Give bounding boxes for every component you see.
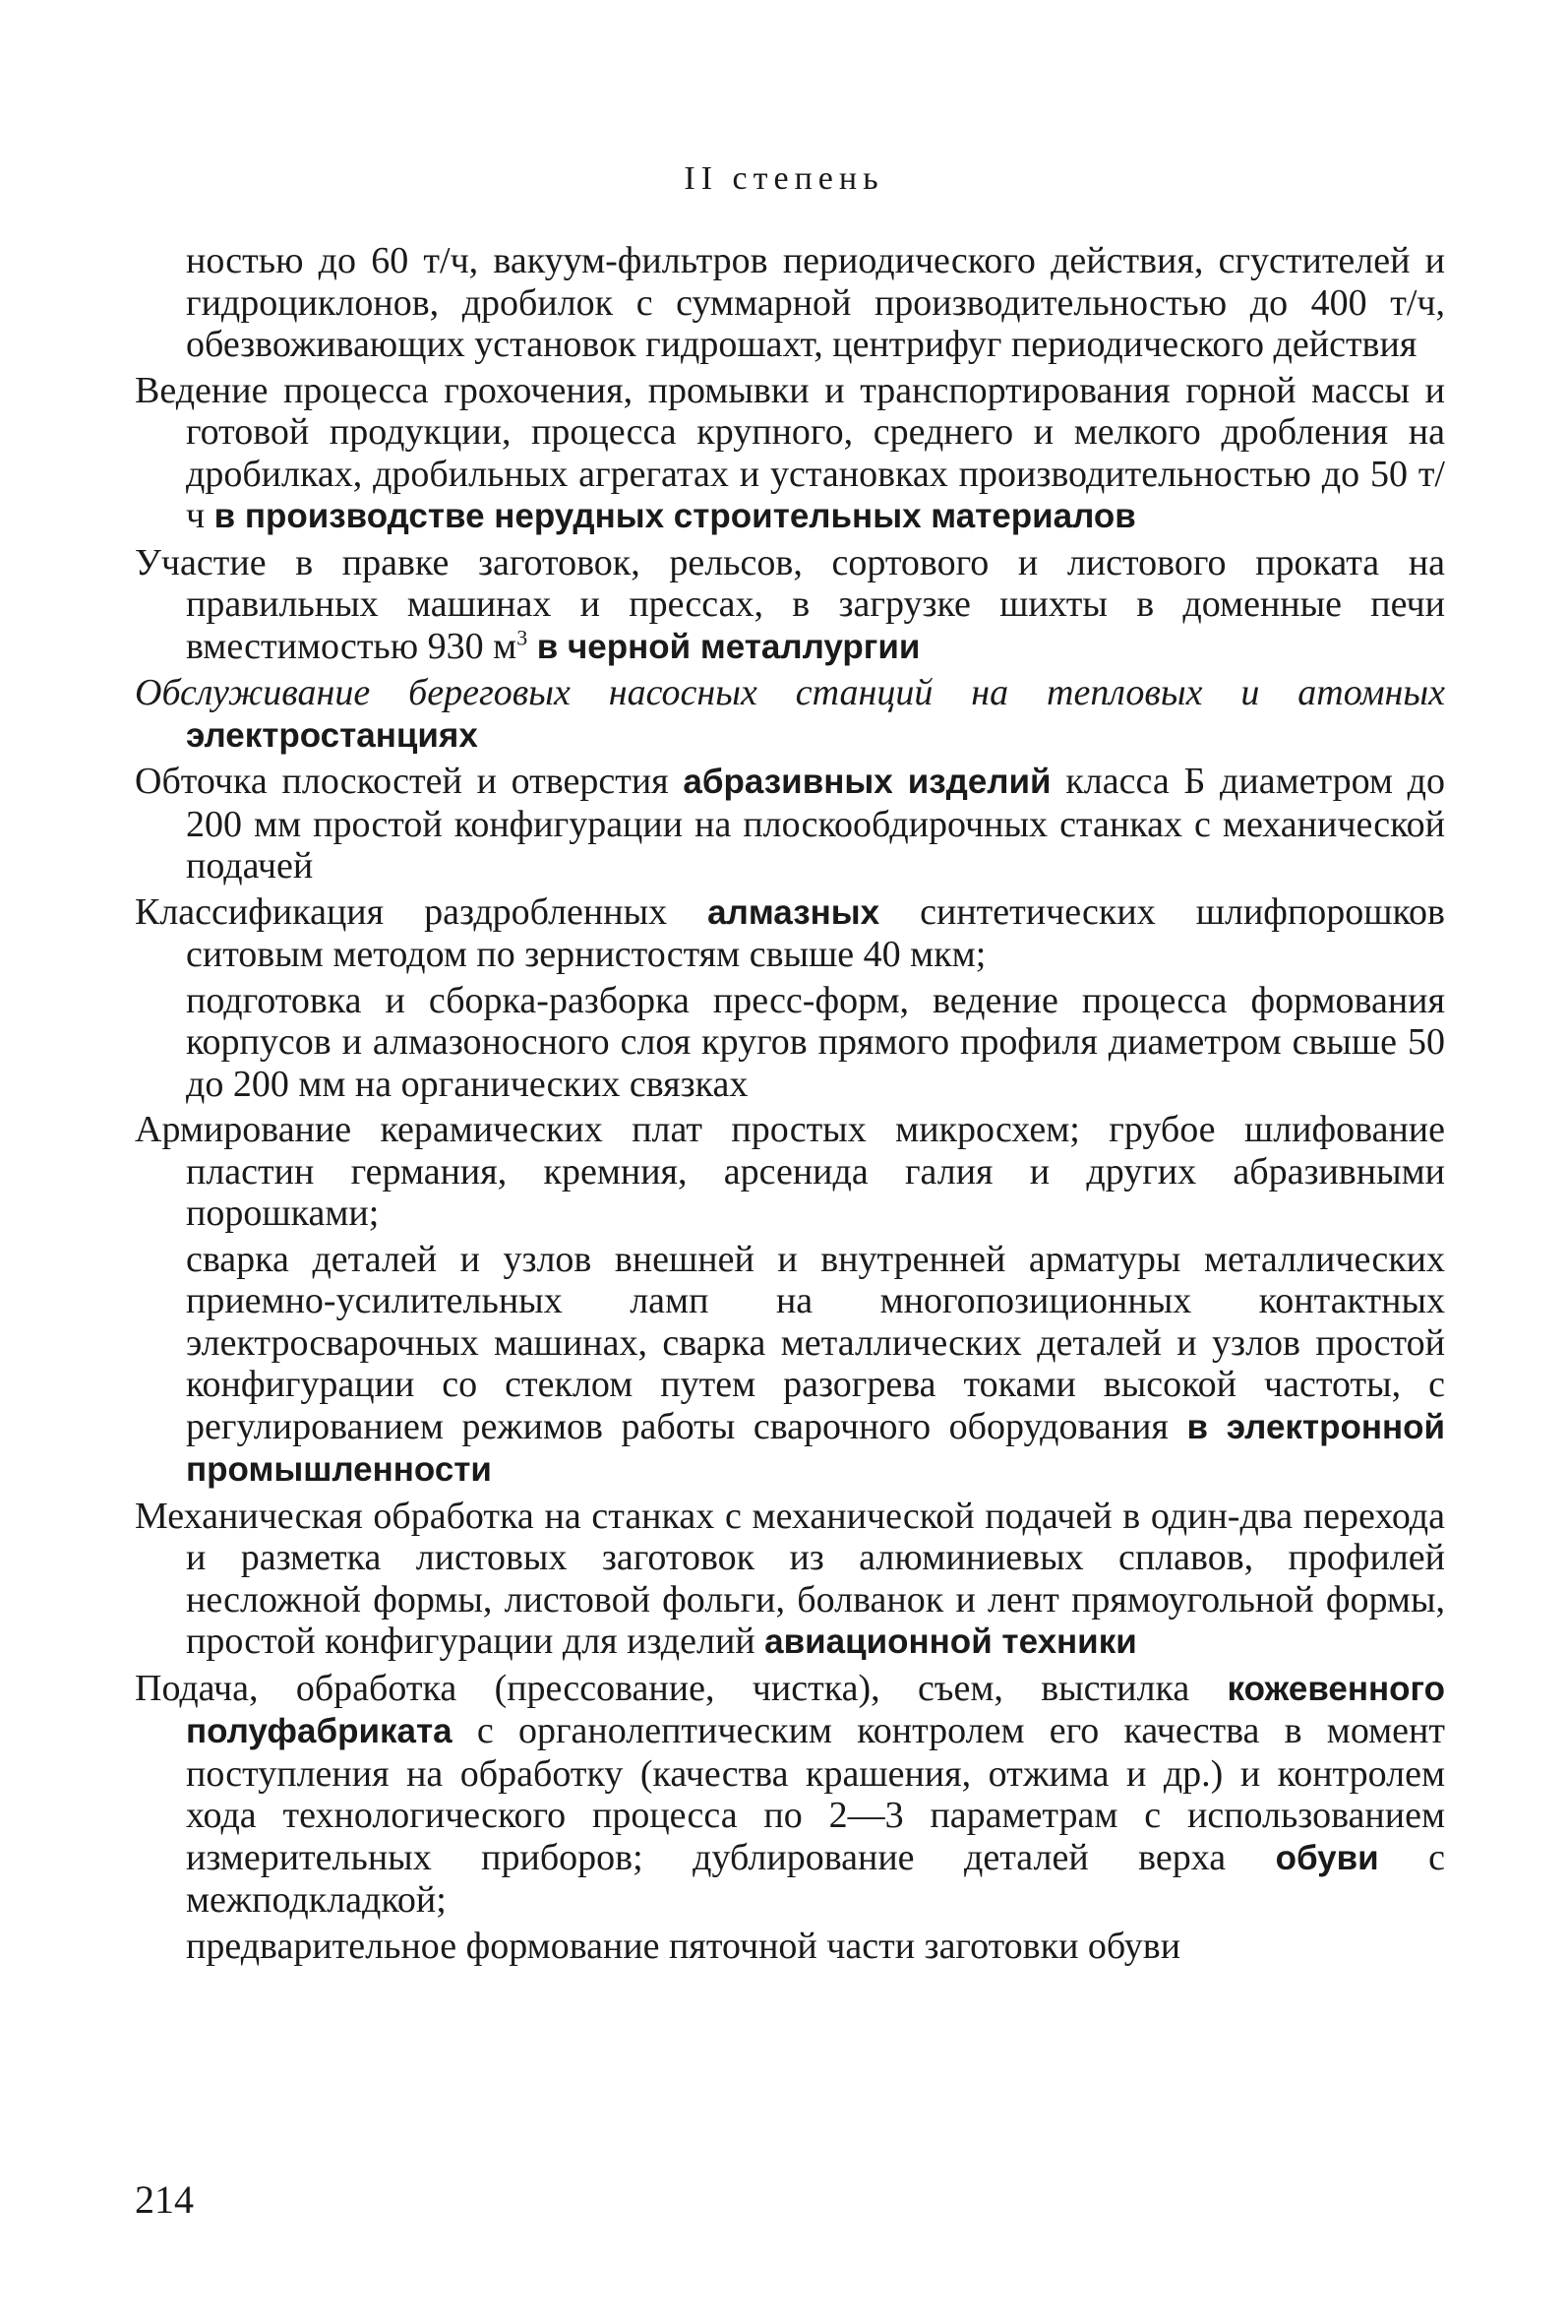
running-header: II степень bbox=[684, 160, 884, 197]
text-run: синтетических шлифпорошков ситовым методом по зернистостям свыше 40 мкм; bbox=[186, 890, 1445, 975]
industry-emphasis: обуви bbox=[1275, 1838, 1379, 1877]
text-run: класса Б диаметром до 200 мм простой конфигурации на плоскообдирочных станках с механической подачей bbox=[186, 761, 1445, 887]
text-run: Участие в правке заготовок, рельсов, сортового и листового проката на правильных машинах и прессах, в загрузке шихты в доменные печи вместимостью 930 м bbox=[135, 541, 1445, 667]
page-number: 214 bbox=[135, 2177, 194, 2222]
text-run: Классификация раздробленных bbox=[135, 890, 708, 933]
industry-emphasis: в производстве нерудных строительных материалов bbox=[213, 497, 1136, 535]
text-run: подготовка и сборка-разборка пресс-форм, ведение процесса формования корпусов и алмазоносного слоя кругов прямого профиля диаметром свыше 50 до 200 мм на органических связках bbox=[186, 979, 1445, 1105]
list-item bbox=[135, 542, 1445, 669]
text-run: Подача, обработка (прессование, чистка), съем, выстилка bbox=[135, 1667, 1228, 1709]
industry-emphasis: в черной металлургии bbox=[536, 627, 921, 666]
text-run: Механическая обработка на станках с механической подачей в один-два перехода и разметка листовых заготовок из алюминиевых сплавов, профилей несложной формы, листовой фольги, болванок и лент прямоугольной формы, простой конфигурации для изделий bbox=[135, 1495, 1445, 1662]
industry-emphasis: авиационной техники bbox=[764, 1622, 1137, 1661]
list-item bbox=[135, 1668, 1445, 1922]
text-run: сварка деталей и узлов внешней и внутренней арматуры металлических приемно-усилительных ламп на многопозиционных контактных электросварочных машинах, сварка металлических деталей и узлов простой конфигурации со стеклом путем разогрева токами высокой частоты, с регулированием режимов работы сварочного оборудования bbox=[186, 1238, 1445, 1447]
text-run: Обслуживание береговых насосных станций на тепловых и атомных bbox=[135, 672, 1445, 713]
list-item-continuation bbox=[135, 1239, 1445, 1492]
superscript: 3 bbox=[516, 624, 528, 649]
list-item bbox=[135, 370, 1445, 538]
text-run: с органолептическим контролем его качества в момент поступления на обработку (качества крашения, отжима и др.) и контролем хода технологического процесса по 2—3 параметрам с использованием измерительных приборов; дублирование деталей верха bbox=[186, 1710, 1445, 1878]
list-item bbox=[135, 761, 1445, 887]
industry-emphasis: кожевенного полуфабриката bbox=[186, 1669, 1445, 1750]
text-run: ностью до 60 т/ч, вакуум-фильтров периодического действия, сгустителей и гидроциклонов, дробилок с суммарной производительностью до 400 т/ч, обезвоживающих установок гидрошахт, центрифуг периодического действия bbox=[186, 240, 1445, 365]
industry-emphasis: алмазных bbox=[707, 892, 880, 932]
industry-emphasis: абразивных изделий bbox=[683, 763, 1052, 801]
industry-emphasis: электростанциях bbox=[186, 715, 478, 755]
text-run bbox=[527, 626, 537, 667]
list-item bbox=[135, 1496, 1445, 1664]
list-item bbox=[135, 891, 1445, 976]
list-item-continuation bbox=[135, 980, 1445, 1106]
list-item bbox=[135, 672, 1445, 757]
text-run: предварительное формование пяточной части заготовки обуви bbox=[186, 1925, 1181, 1967]
text-run: с межподкладкой; bbox=[186, 1836, 1445, 1921]
list-item-continuation bbox=[135, 240, 1445, 366]
list-item-continuation bbox=[135, 1926, 1445, 1968]
industry-emphasis: в электронной промышленности bbox=[186, 1407, 1445, 1489]
text-run: Армирование керамических плат простых микросхем; грубое шлифование пластин германия, кремния, арсенида галия и других абразивными порошками; bbox=[135, 1109, 1445, 1234]
document-body bbox=[135, 240, 1445, 1971]
text-run: Обточка плоскостей и отверстия bbox=[135, 761, 684, 802]
text-run: Ведение процесса грохочения, промывки и транспортирования горной массы и готовой продукции, процесса крупного, среднего и мелкого дробления на дробилках, дробильных агрегатах и установках производительностью до 50 т/ч bbox=[135, 369, 1445, 536]
list-item bbox=[135, 1109, 1445, 1235]
